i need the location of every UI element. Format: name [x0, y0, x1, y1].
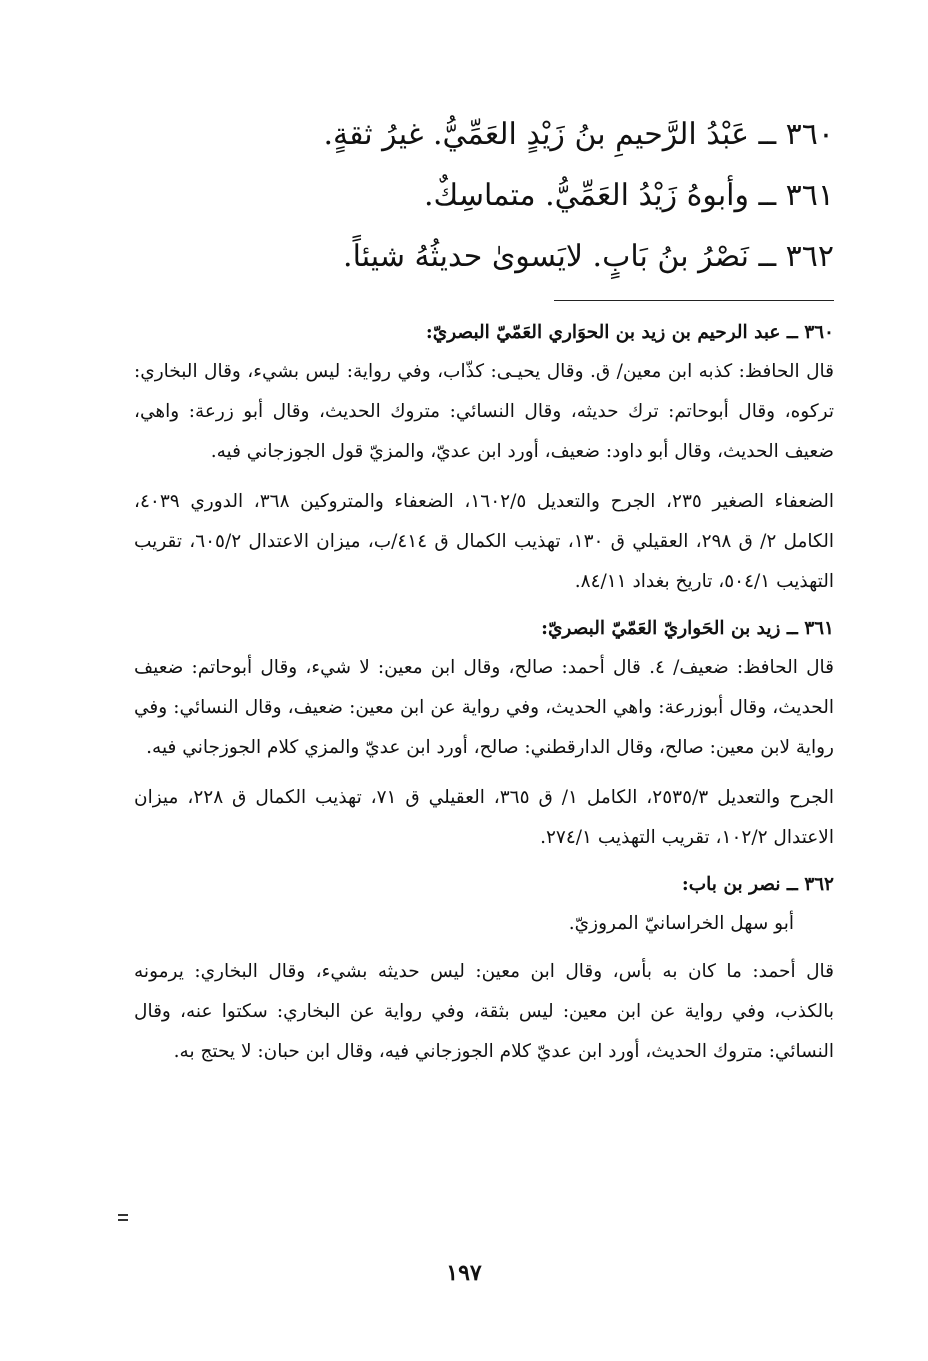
note-360-sources: الضعفاء الصغير ٢٣٥، الجرح والتعديل ١٦٠٢/٥، الضعفاء والمتروكين ٣٦٨، الدوري ٤٠٣٩، الكامل ٢/ ق ٢٩٨، العقيلي ق ١٣٠، تهذيب الكمال ق ٤١٤/ب، ميزان الاعتدال ٦٠٥/٢، تقريب التهذيب ٥٠٤/١، تاريخ بغداد ٨٤/١١. [134, 491, 835, 592]
footnotes [134, 314, 834, 1082]
note-361-title: ٣٦١ ــ زيد بن الحَواريّ العَمّيّ البصريّ: [541, 618, 834, 639]
margin-mark [118, 1214, 128, 1221]
note-362-nick: أبو سهل الخراسانيّ المروزيّ. [568, 913, 794, 934]
note-360 [134, 314, 834, 472]
main-entry-360: ٣٦٠ ــ عَبْدُ الرَّحيمِ بنُ زَيْدٍ العَمِّيُّ. غيرُ ثقةٍ. [323, 117, 834, 152]
note-362 [134, 866, 834, 1072]
note-362-body: قال أحمد: ما كان به بأس، وقال ابن معين: ليس حديثه بشيء، وقال البخاري: يرمونه بالكذب، وفي رواية عن ابن معين: ليس بثقة، وفي رواية عن البخاري: سكتوا عنه، وقال النسائي: متروك الحديث، أورد ابن عديّ كلام الجوزجاني فيه، وقال ابن حبان: لا يحتج به. [134, 961, 834, 1062]
note-361-sources: الجرح والتعديل ٢٥٣٥/٣، الكامل ١/ ق ٣٦٥، العقيلي ق ٧١، تهذيب الكمال ق ٢٢٨، ميزان الاعتدال ١٠٢/٢، تقريب التهذيب ٢٧٤/١. [134, 787, 834, 848]
note-360-title: ٣٦٠ ــ عبد الرحيم بن زيد بن الحوَاري العَمّيّ البصريّ: [425, 322, 834, 343]
main-entry-362: ٣٦٢ ــ نَصْرُ بنُ بَابٍ. لايَسوىٰ حديثُهُ شيئاً. [343, 239, 834, 274]
note-361-body: قال الحافظ: ضعيف/ ٤. قال أحمد: صالح، وقال ابن معين: لا شيء، وقال أبوحاتم: ضعيف الحديث، وقال أبوزرعة: واهي الحديث، وفي رواية عن ابن معين: ضعيف، وقال النسائي: وفي رواية لابن معين: صالح، وقال الدارقطني: صالح، أورد ابن عديّ والمزي كلام الجوزجاني فيه. [134, 657, 834, 758]
page-number: ١٩٧ [446, 1260, 482, 1286]
note-361 [134, 610, 834, 768]
main-text [194, 104, 834, 287]
note-360-body: قال الحافظ: كذبه ابن معين/ ق. وقال يحيـى: كذّاب، وفي رواية: ليس بشيء، وقال البخاري: تركوه، وقال أبوحاتم: ترك حديثه، وقال النسائي: متروك الحديث، وقال أبو زرعة: واهي، ضعيف الحديث، وقال أبو داود: ضعيف، أورد ابن عديّ، والمزيّ قول الجوزجاني فيه. [134, 361, 834, 462]
main-entry-361: ٣٦١ ــ وأبوهُ زَيْدُ العَمِّيُّ. متماسِكٌ. [424, 178, 834, 213]
footnote-separator [554, 300, 834, 301]
note-362-title: ٣٦٢ ــ نصر بن باب: [681, 874, 834, 895]
